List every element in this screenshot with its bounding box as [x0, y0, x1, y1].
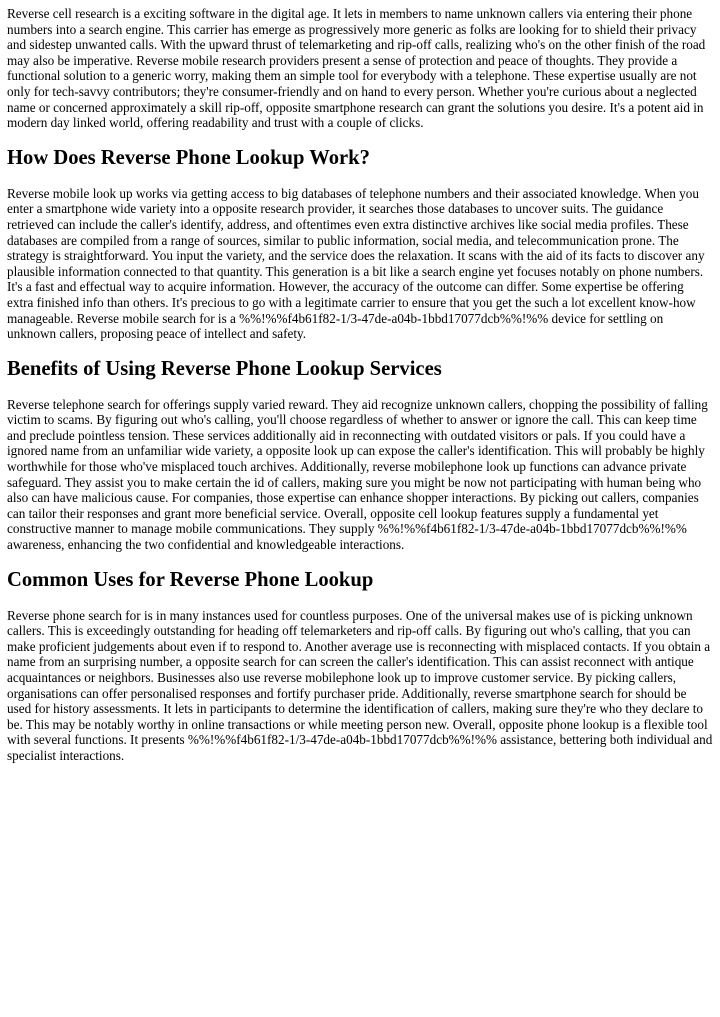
section-body-benefits: Reverse telephone search for offerings supply varied reward. They aid recognize unknown callers, chopping the possibility of falling victim to scams. By figuring out who's calling, you'll choose regardless of whether to answer or ignore the call. This can keep time and preclude pointless tension. These services additionally aid in reconnecting with outdated visitors or pals. If you could have a ignored name from an unfamiliar wide variety, a opposite look up can expose the caller's identification. This will probably be highly worthwhile for those who've misplaced touch archives. Additionally, reverse mobilephone look up functions can advance private safeguard. They assist you to make certain the id of callers, making sure you might be now not participating with human being who also can have malicious cause. For companies, those expertise can enhance shopper interactions. By picking out callers, companies can tailor their responses and grant more beneficial service. Overall, opposite cell lookup features supply a fundamental yet constructive manner to manage mobile communications. They supply %%!%%f4b61f82-1/3-47de-a04b-1bbd17077dcb%%!%% awareness, enhancing the two confidential and knowledgeable interactions.: [7, 396, 708, 553]
section-body-common-uses: Reverse phone search for is in many instances used for countless purposes. One of the universal makes use of is picking unknown callers. This is exceedingly outstanding for heading off telemarketers and rip-off calls. By figuring out who's calling, that you can make proficient judgements about even if to respond to. Another average use is reconnecting with misplaced contacts. If you obtain a name from an surprising number, a opposite search for can screen the caller's identification. This can assist reconnect with antique acquaintances or neighbors. Businesses also use reverse mobilephone look up to improve customer service. By picking callers, organisations can offer personalised responses and fortify purchaser pride. Additionally, reverse smartphone search for should be used for history assessments. It lets in participants to determine the identification of callers, making sure they're who they declare to be. This may be notably worthy in online transactions or while meeting person new. Overall, opposite phone lookup is a flexible tool with several functions. It presents %%!%%f4b61f82-1/3-47de-a04b-1bbd17077dcb%%!%% assistance, bettering both individual and specialist interactions.: [7, 607, 713, 763]
section-heading-how-it-works: How Does Reverse Phone Lookup Work?: [7, 146, 370, 169]
section-heading-common-uses: Common Uses for Reverse Phone Lookup: [7, 568, 374, 591]
intro-paragraph: Reverse cell research is a exciting software in the digital age. It lets in members to name unknown callers via entering their phone numbers into a search engine. This carrier has emerge as progressively more generic as folks are looking for to shield their privacy and sidestep unwanted calls. With the upward thrust of telemarketing and rip-off calls, realizing who's on the other finish of the road may also be imperative. Reverse mobile research providers present a sense of protection and peace of thoughts. They provide a functional solution to a generic worry, making them an simple tool for everybody with a telephone. These expertise usually are not only for tech-savvy contributors; they're consumer-friendly and on hand to every person. Whether you're curious about a neglected name or concerned approximately a skill rip-off, opposite smartphone research can grant the solutions you desire. It's a potent aid in modern day linked world, offering readability and trust with a couple of clicks.: [7, 6, 706, 131]
section-heading-benefits: Benefits of Using Reverse Phone Lookup Services: [7, 357, 442, 380]
section-body-how-it-works: Reverse mobile look up works via getting access to big databases of telephone numbers and their associated knowledge. When you enter a smartphone wide variety into a opposite research provider, it searches those databases to uncover suits. The guidance retrieved can include the caller's identify, address, and oftentimes even extra distinctive archives like social media profiles. These databases are compiled from a range of sources, similar to public information, social media, and telecommunication prone. The strategy is straightforward. You input the variety, and the service does the relaxation. It scans with the aid of its facts to discover any plausible information connected to that quantity. This generation is a bit like a search engine yet focuses notably on phone numbers. It's a fast and effectual way to acquire information. However, the accuracy of the outcome can differ. Some expertise be offering extra finished info than others. It's precious to go with a legitimate carrier to ensure that you get the such a lot excellent know-how manageable. Reverse mobile search for is a %%!%%f4b61f82-1/3-47de-a04b-1bbd17077dcb%%!%% device for settling on unknown callers, proposing peace of intellect and safety.: [7, 185, 705, 342]
